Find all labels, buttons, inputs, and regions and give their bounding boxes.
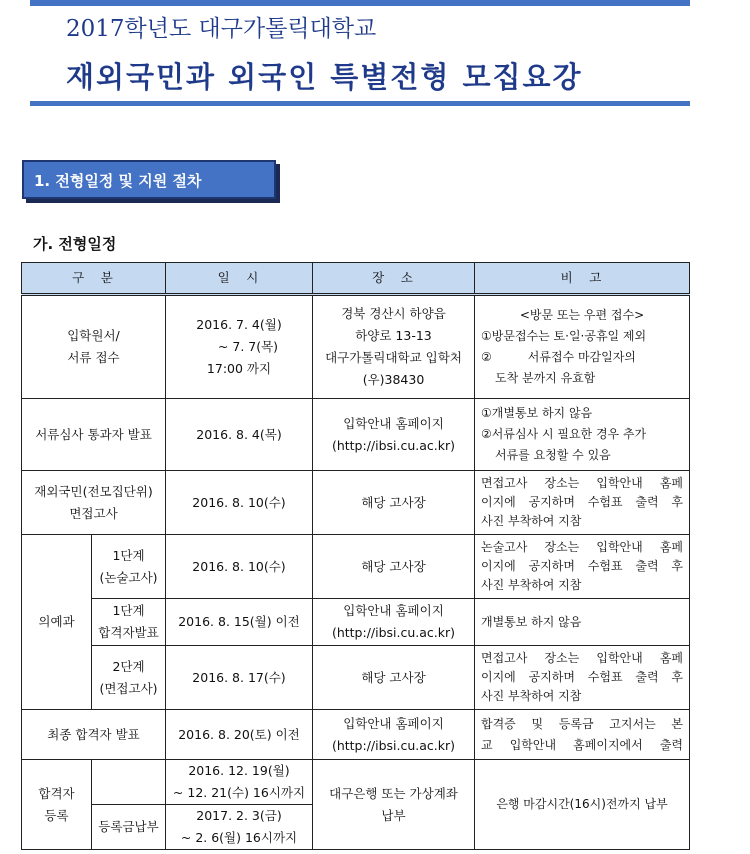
- group-cell-registration: 합격자 등록: [22, 760, 92, 850]
- table-row: [22, 599, 690, 646]
- note-cell: 개별통보 하지 않음: [475, 599, 690, 646]
- subsection-heading: 가. 전형일정: [33, 235, 117, 253]
- place-cell: 경북 경산시 하양읍 하양로 13-13 대구가톨릭대학교 입학처 (우)38430: [313, 295, 475, 399]
- place-cell: 입학안내 홈페이지 (http://ibsi.cu.ac.kr): [313, 599, 475, 646]
- date-cell: 2016. 7. 4(월) ~ 7. 7(목) 17:00 까지: [166, 295, 313, 399]
- stage-cell: 1단계 합격자발표: [92, 599, 166, 646]
- header-rule-bottom: [30, 101, 690, 106]
- table-row: [22, 399, 690, 471]
- note-cell: 은행 마감시간(16시)전까지 납부: [475, 760, 690, 850]
- place-cell: 해당 고사장: [313, 471, 475, 535]
- category-cell: 서류심사 통과자 발표: [22, 399, 166, 471]
- header-rule-top: [30, 0, 690, 6]
- date-cell: 2017. 2. 3(금) ~ 2. 6(월) 16시까지: [166, 805, 313, 850]
- note-cell: 면접고사 장소는 입학안내 홈페 이지에 공지하며 수험표 출력 후 사진 부착하여 지참: [475, 646, 690, 710]
- date-cell: 2016. 8. 4(목): [166, 399, 313, 471]
- category-cell: 최종 합격자 발표: [22, 710, 166, 760]
- note-cell: 면접고사 장소는 입학안내 홈페 이지에 공지하며 수험표 출력 후 사진 부착하여 지참: [475, 471, 690, 535]
- header-place: 장 소: [313, 263, 475, 295]
- place-cell: 해당 고사장: [313, 535, 475, 599]
- table-row: [22, 535, 690, 599]
- table-row: [22, 471, 690, 535]
- date-cell: 2016. 8. 10(수): [166, 535, 313, 599]
- place-cell: 해당 고사장: [313, 646, 475, 710]
- section-heading: 1. 전형일정 및 지원 절차: [34, 172, 202, 190]
- category-cell: 재외국민(전모집단위) 면접고사: [22, 471, 166, 535]
- date-cell: 2016. 8. 17(수): [166, 646, 313, 710]
- group-cell-medical: 의예과: [22, 535, 92, 710]
- place-cell: 입학안내 홈페이지 (http://ibsi.cu.ac.kr): [313, 710, 475, 760]
- stage-cell: 등록금납부: [92, 805, 166, 850]
- schedule-table: [21, 262, 690, 850]
- date-cell: 2016. 8. 20(토) 이전: [166, 710, 313, 760]
- note-cell: <방문 또는 우편 접수> ①방문접수는 토·일·공휴일 제외 ② 서류접수 마감일자의 도착 분까지 유효함: [475, 295, 690, 399]
- stage-cell-empty: [92, 760, 166, 805]
- table-row: [22, 710, 690, 760]
- date-cell: 2016. 12. 19(월) ~ 12. 21(수) 16시까지: [166, 760, 313, 805]
- section-heading-box: [22, 160, 276, 199]
- header-date: 일 시: [166, 263, 313, 295]
- header-category: 구 분: [22, 263, 166, 295]
- date-cell: 2016. 8. 15(월) 이전: [166, 599, 313, 646]
- table-row: [22, 295, 690, 399]
- category-cell: 입학원서/ 서류 접수: [22, 295, 166, 399]
- table-header-row: [22, 263, 690, 295]
- stage-cell: 2단계 (면접고사): [92, 646, 166, 710]
- stage-cell: 1단계 (논술고사): [92, 535, 166, 599]
- date-cell: 2016. 8. 10(수): [166, 471, 313, 535]
- document-year-title: 2017학년도 대구가톨릭대학교: [66, 16, 377, 42]
- note-cell: ①개별통보 하지 않음 ②서류심사 시 필요한 경우 추가 서류를 요청할 수 있음: [475, 399, 690, 471]
- table-row: [22, 646, 690, 710]
- place-cell: 대구은행 또는 가상계좌 납부: [313, 760, 475, 850]
- note-cell: 합격증 및 등록금 고지서는 본 교 입학안내 홈페이지에서 출력: [475, 710, 690, 760]
- document-main-title: 재외국민과 외국인 특별전형 모집요강: [66, 60, 583, 94]
- table-row: [22, 760, 690, 805]
- note-cell: 논술고사 장소는 입학안내 홈페 이지에 공지하며 수험표 출력 후 사진 부착하여 지참: [475, 535, 690, 599]
- header-note: 비 고: [475, 263, 690, 295]
- place-cell: 입학안내 홈페이지 (http://ibsi.cu.ac.kr): [313, 399, 475, 471]
